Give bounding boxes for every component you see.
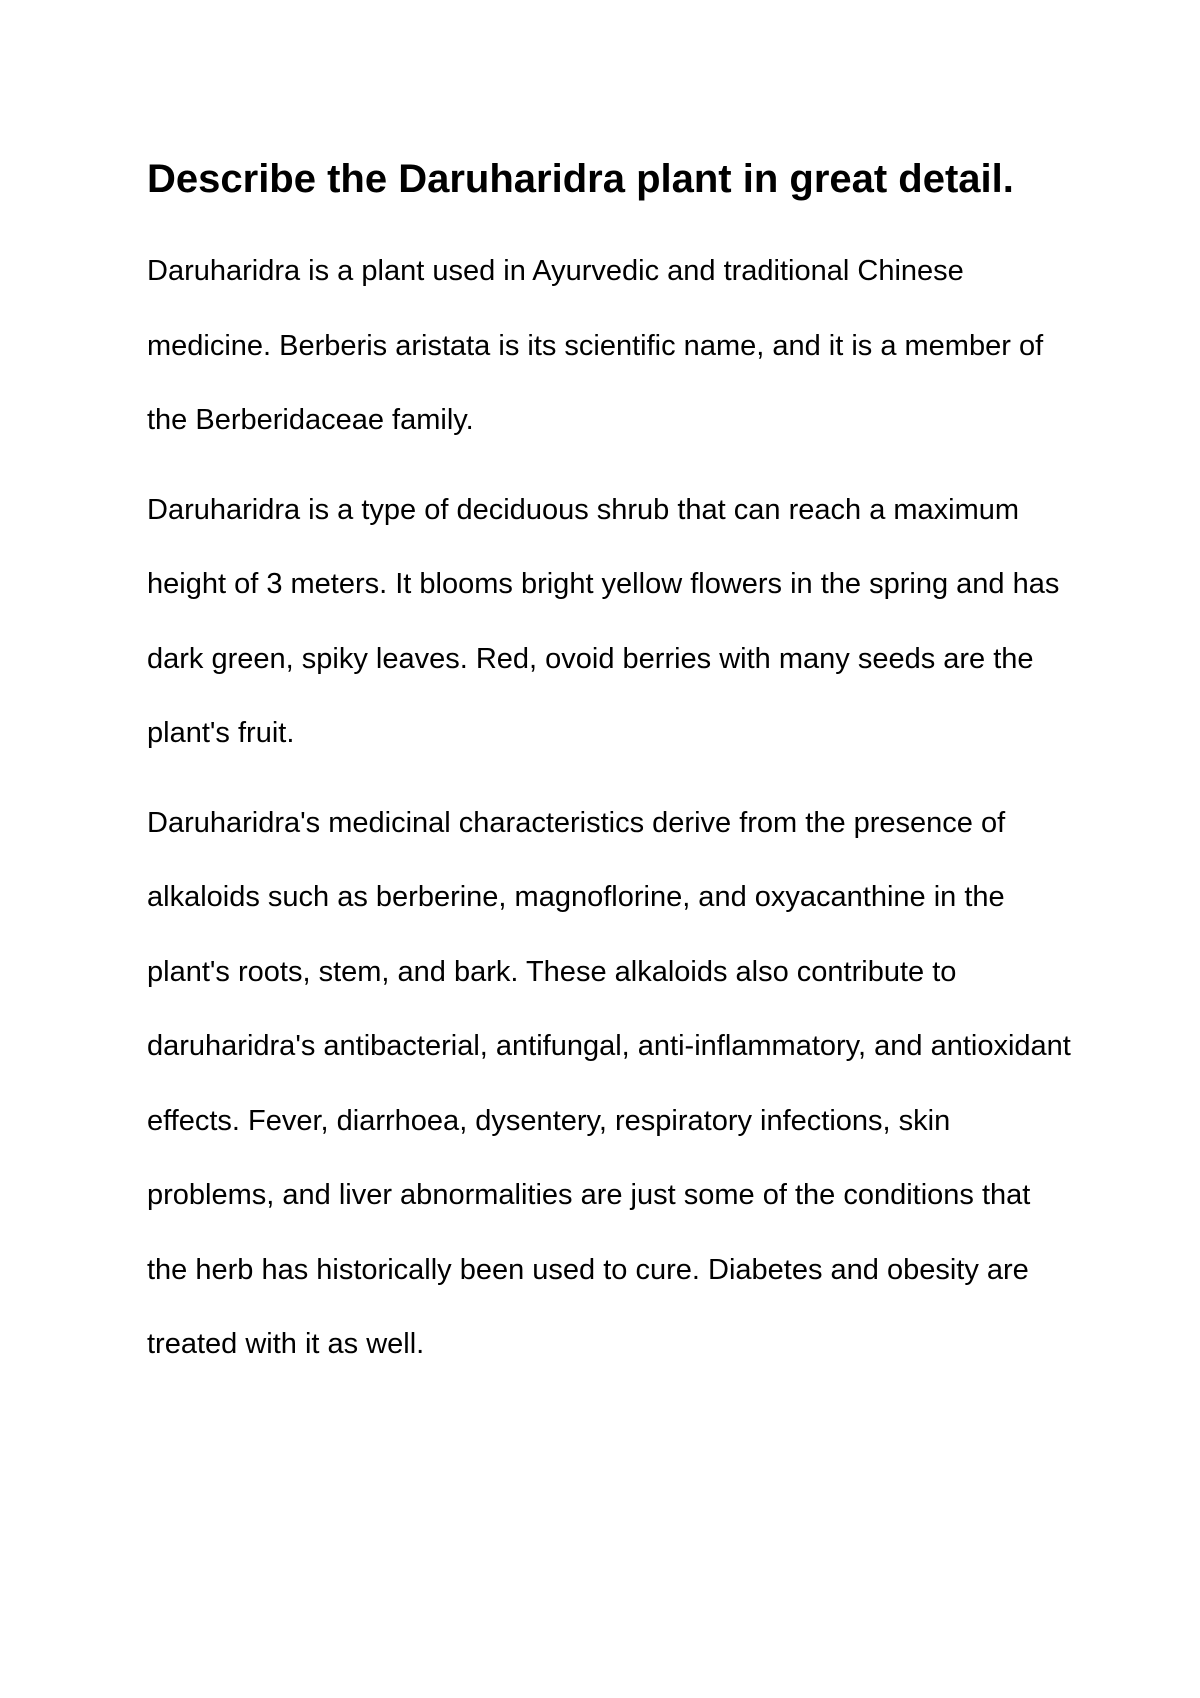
paragraph-intro: Daruharidra is a plant used in Ayurvedic and traditional Chinese medicine. Berberis aristata is its scientific name, and it is a member of the Berberidaceae family. bbox=[147, 255, 1044, 436]
document-body bbox=[147, 128, 1077, 1382]
paragraph-description: Daruharidra is a type of deciduous shrub that can reach a maximum height of 3 meters. It blooms bright yellow flowers in the spring and has dark green, spiky leaves. Red, ovoid berries with many seeds are the plant's fruit. bbox=[147, 493, 1060, 749]
paragraph-medicinal-uses: Daruharidra's medicinal characteristics derive from the presence of alkaloids such as berberine, magnoflorine, and oxyacanthine in the plant's roots, stem, and bark. These alkaloids also contribute to daruharidra's antibacterial, antifungal, anti-inflammatory, and antioxidant effects. Fever, diarrhoea, dysentery, respiratory infections, skin problems, and liver abnormalities are just some of the conditions that the herb has historically been used to cure. Diabetes and obesity are treated with it as well. bbox=[147, 806, 1071, 1360]
document-title: Describe the Daruharidra plant in great detail. bbox=[147, 157, 1014, 201]
